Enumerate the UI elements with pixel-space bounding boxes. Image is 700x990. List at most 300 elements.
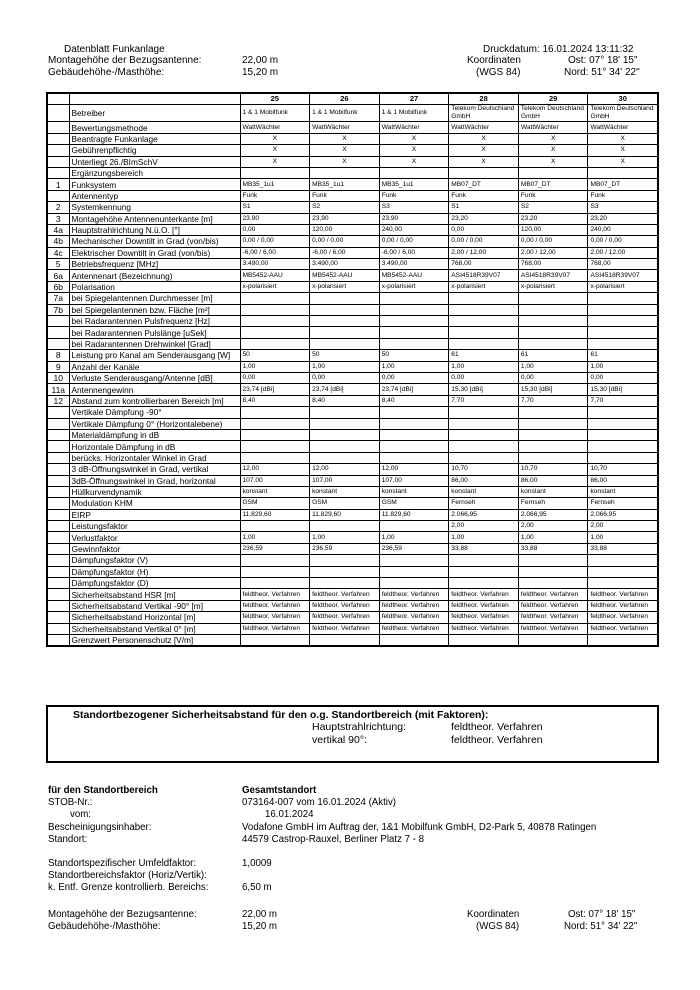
value-cell: MB07_DT	[588, 179, 658, 190]
value-cell: 1,00	[588, 361, 658, 372]
value-cell	[588, 407, 658, 418]
row-label: Materialdämpfung in dB	[69, 429, 240, 440]
value-cell: WattWächter	[518, 122, 588, 133]
row-label: Sicherheitsabstand HSR [m]	[69, 589, 240, 600]
row-label: Betreiber	[69, 105, 240, 122]
value-cell: 86,00	[518, 475, 588, 486]
row-label: Modulation KHM	[69, 498, 240, 509]
value-cell: Fernseh	[588, 498, 658, 509]
value-cell	[240, 304, 310, 315]
row-number	[47, 190, 69, 201]
value-cell	[518, 167, 588, 178]
table-row	[47, 532, 658, 543]
value-cell: 0,00	[518, 372, 588, 383]
value-cell: 23,74 [dBi]	[240, 384, 310, 395]
value-cell	[588, 304, 658, 315]
row-number: 10	[47, 372, 69, 383]
value-cell	[588, 555, 658, 566]
table-row	[47, 566, 658, 577]
table-row	[47, 395, 658, 406]
value-cell: feldtheor. Verfahren	[588, 589, 658, 600]
table-row	[47, 236, 658, 247]
value-cell	[240, 566, 310, 577]
value-cell: X	[588, 145, 658, 156]
row-number	[47, 327, 69, 338]
column-header: 30	[588, 93, 658, 105]
row-number	[47, 475, 69, 486]
row-label: Bewertungsmethode	[69, 122, 240, 133]
row-label: Antennenart (Bezeichnung)	[69, 270, 240, 281]
row-label: Hauptstrahlrichtung N.ü.O. [°]	[69, 224, 240, 235]
table-row	[47, 304, 658, 315]
vertical-value: feldtheor. Verfahren	[451, 734, 543, 746]
value-cell: ASI4518R39V07	[449, 270, 519, 281]
row-number	[47, 167, 69, 178]
row-number	[47, 429, 69, 440]
value-cell: X	[518, 133, 588, 144]
value-cell: Funk	[588, 190, 658, 201]
table-row	[47, 247, 658, 258]
value-cell: X	[240, 156, 310, 167]
value-cell: 0,00	[240, 372, 310, 383]
row-number	[47, 612, 69, 623]
value-cell: feldtheor. Verfahren	[310, 623, 380, 634]
value-cell: 1,00	[588, 532, 658, 543]
value-cell	[310, 338, 380, 349]
value-cell: 11.829,60	[379, 509, 449, 520]
row-label: Verlustfaktor	[69, 532, 240, 543]
table-row	[47, 190, 658, 201]
value-cell: 23,90	[310, 213, 380, 224]
value-cell: 1,00	[240, 532, 310, 543]
value-cell: 33,88	[588, 543, 658, 554]
value-cell: 1 & 1 Mobilfunk	[240, 105, 310, 122]
value-cell	[449, 293, 519, 304]
row-label: 3dB-Öffnungswinkel in Grad, horizontal	[69, 475, 240, 486]
footer-height-value: 15,20 m	[242, 921, 278, 932]
value-cell	[240, 338, 310, 349]
value-cell: X	[518, 145, 588, 156]
table-row	[47, 338, 658, 349]
row-label: Ergänzungsbereich	[69, 167, 240, 178]
column-header: 29	[518, 93, 588, 105]
range-factor-label: Standortbereichsfaktor (Horiz/Vertik):	[48, 870, 207, 881]
table-row	[47, 316, 658, 327]
row-number	[47, 418, 69, 429]
row-label: Mechanischer Downtilt in Grad (von/bis)	[69, 236, 240, 247]
value-cell: S1	[449, 202, 519, 213]
value-cell: 3.490,00	[240, 259, 310, 270]
column-header: 28	[449, 93, 519, 105]
value-cell: x-polarisiert	[310, 281, 380, 292]
value-cell: S3	[379, 202, 449, 213]
value-cell: S2	[310, 202, 380, 213]
row-number: 8	[47, 350, 69, 361]
value-cell: feldtheor. Verfahren	[240, 612, 310, 623]
row-label: bei Radarantennen Pulsfrequenz [Hz]	[69, 316, 240, 327]
row-number: 4a	[47, 224, 69, 235]
row-number	[47, 105, 69, 122]
value-cell: 1,00	[310, 532, 380, 543]
value-cell: Telekom Deutschland GmbH	[518, 105, 588, 122]
row-label: Funksystem	[69, 179, 240, 190]
value-cell: feldtheor. Verfahren	[310, 612, 380, 623]
value-cell: 10,70	[588, 464, 658, 475]
row-label: Elektrischer Downtilt in Grad (von/bis)	[69, 247, 240, 258]
safety-box-title: Standortbezogener Sicherheitsabstand für den o.g. Standortbereich (mit Faktoren):	[73, 709, 489, 721]
value-cell	[518, 418, 588, 429]
value-cell: 2,00	[449, 521, 519, 532]
value-cell: konstant	[379, 486, 449, 497]
footer-coord-east: Ost: 07° 18' 15"	[568, 909, 636, 920]
value-cell: 1,00	[449, 361, 519, 372]
row-number: 12	[47, 395, 69, 406]
dist-value: 6,50 m	[242, 882, 272, 893]
column-header: 26	[310, 93, 380, 105]
value-cell: WattWächter	[240, 122, 310, 133]
value-cell: feldtheor. Verfahren	[240, 589, 310, 600]
table-row	[47, 407, 658, 418]
safety-distance-box	[46, 705, 659, 763]
value-cell: 61	[518, 350, 588, 361]
value-cell	[379, 407, 449, 418]
row-label: bei Radarantennen Pulslänge [uSek]	[69, 327, 240, 338]
row-number	[47, 122, 69, 133]
value-cell: 61	[588, 350, 658, 361]
row-label: Leistungsfaktor	[69, 521, 240, 532]
value-cell: 2.066,95	[449, 509, 519, 520]
site-value: 44579 Castrop-Rauxel, Berliner Platz 7 - 8	[242, 834, 425, 845]
row-label: Systemkennung	[69, 202, 240, 213]
table-row	[47, 327, 658, 338]
value-cell: 236,59	[379, 543, 449, 554]
value-cell: 50	[379, 350, 449, 361]
value-cell: 1,00	[518, 361, 588, 372]
value-cell	[588, 578, 658, 589]
value-cell: GSM	[310, 498, 380, 509]
row-label: Montagehöhe Antennenunterkante [m]	[69, 213, 240, 224]
value-cell	[310, 566, 380, 577]
value-cell	[518, 566, 588, 577]
value-cell	[449, 578, 519, 589]
value-cell: 23,74 [dBi]	[379, 384, 449, 395]
value-cell	[310, 578, 380, 589]
value-cell	[449, 316, 519, 327]
row-number	[47, 407, 69, 418]
value-cell	[518, 407, 588, 418]
value-cell: 240,00	[588, 224, 658, 235]
table-row	[47, 350, 658, 361]
value-cell: 2,00 / 12,00	[588, 247, 658, 258]
value-cell: feldtheor. Verfahren	[310, 589, 380, 600]
row-number: 5	[47, 259, 69, 270]
value-cell	[240, 327, 310, 338]
value-cell	[518, 316, 588, 327]
row-label: EIRP	[69, 509, 240, 520]
value-cell: MB5452-AAU	[240, 270, 310, 281]
stob-label: STOB-Nr.:	[48, 797, 93, 808]
table-row	[47, 623, 658, 634]
table-row	[47, 145, 658, 156]
table-row	[47, 600, 658, 611]
vertical-label: vertikal 90°:	[312, 734, 367, 746]
value-cell: 1,00	[379, 361, 449, 372]
table-row	[47, 543, 658, 554]
value-cell: MB35_1u1	[379, 179, 449, 190]
value-cell: 8,40	[379, 395, 449, 406]
value-cell: 1,00	[379, 532, 449, 543]
value-cell	[449, 338, 519, 349]
value-cell: ASI4518R39V07	[588, 270, 658, 281]
row-number: 11a	[47, 384, 69, 395]
value-cell	[518, 578, 588, 589]
row-number	[47, 623, 69, 634]
row-number: 9	[47, 361, 69, 372]
value-cell: X	[449, 156, 519, 167]
value-cell: X	[310, 156, 380, 167]
value-cell: Funk	[449, 190, 519, 201]
row-label: 3 dB-Öffnungswinkel in Grad, vertikal	[69, 464, 240, 475]
value-cell: x-polarisiert	[449, 281, 519, 292]
value-cell: feldtheor. Verfahren	[379, 600, 449, 611]
table-row	[47, 167, 658, 178]
row-number	[47, 634, 69, 646]
value-cell: 240,00	[379, 224, 449, 235]
value-cell	[518, 293, 588, 304]
value-cell	[588, 293, 658, 304]
row-number: 3	[47, 213, 69, 224]
row-number	[47, 145, 69, 156]
row-label: Grenzwert Personenschutz [V/m]	[69, 634, 240, 646]
value-cell: feldtheor. Verfahren	[449, 589, 519, 600]
value-cell	[310, 429, 380, 440]
row-label: Vertikale Dämpfung 0° (Horizontalebene)	[69, 418, 240, 429]
value-cell: x-polarisiert	[588, 281, 658, 292]
table-row	[47, 464, 658, 475]
row-number: 7a	[47, 293, 69, 304]
table-row	[47, 133, 658, 144]
value-cell: 7,70	[449, 395, 519, 406]
value-cell	[379, 418, 449, 429]
row-number	[47, 600, 69, 611]
value-cell: 23,20	[518, 213, 588, 224]
table-row	[47, 105, 658, 122]
value-cell: 0,00 / 0,00	[379, 236, 449, 247]
value-cell: Fernseh	[518, 498, 588, 509]
value-cell: GSM	[240, 498, 310, 509]
value-cell: S1	[240, 202, 310, 213]
value-cell: -6,00 / 6,00	[310, 247, 380, 258]
value-cell: 2,00	[518, 521, 588, 532]
value-cell: feldtheor. Verfahren	[310, 600, 380, 611]
env-factor-value: 1,0009	[242, 858, 272, 869]
footer-height-label: Gebäudehöhe-/Masthöhe:	[48, 921, 161, 932]
row-label: Sicherheitsabstand Horizontal [m]	[69, 612, 240, 623]
table-row	[47, 384, 658, 395]
row-label: Gewinnfaktor	[69, 543, 240, 554]
value-cell	[588, 634, 658, 646]
value-cell: 2,00	[588, 521, 658, 532]
value-cell: feldtheor. Verfahren	[379, 612, 449, 623]
site-label: Standort:	[48, 834, 88, 845]
value-cell: 15,30 [dBi]	[518, 384, 588, 395]
coord-north: Nord: 51° 34' 22"	[564, 67, 640, 78]
table-row	[47, 634, 658, 646]
row-label: Betriebsfrequenz [MHz]	[69, 259, 240, 270]
value-cell	[588, 167, 658, 178]
row-number	[47, 589, 69, 600]
value-cell	[240, 555, 310, 566]
value-cell	[310, 304, 380, 315]
value-cell: 50	[310, 350, 380, 361]
value-cell: 8,40	[310, 395, 380, 406]
value-cell: -6,00 / 6,00	[379, 247, 449, 258]
site-section-heading: für den Standortbereich	[48, 785, 158, 796]
value-cell	[379, 167, 449, 178]
value-cell: Funk	[379, 190, 449, 201]
value-cell: 1,00	[240, 361, 310, 372]
value-cell: 7,70	[588, 395, 658, 406]
table-row	[47, 509, 658, 520]
value-cell: 1,00	[310, 361, 380, 372]
table-row	[47, 361, 658, 372]
table-row	[47, 612, 658, 623]
value-cell: X	[588, 133, 658, 144]
value-cell	[449, 304, 519, 315]
row-label: Vertikale Dämpfung -90°	[69, 407, 240, 418]
value-cell	[310, 441, 380, 452]
value-cell: 11.829,60	[240, 509, 310, 520]
building-height-value: 15,20 m	[242, 67, 279, 78]
row-number	[47, 486, 69, 497]
value-cell: 0,00 / 0,00	[240, 236, 310, 247]
value-cell	[379, 566, 449, 577]
value-cell	[518, 452, 588, 463]
value-cell	[588, 327, 658, 338]
value-cell: Funk	[518, 190, 588, 201]
row-number	[47, 338, 69, 349]
main-direction-label: Hauptstrahlrichtung:	[312, 721, 406, 733]
row-label: Polarisation	[69, 281, 240, 292]
coord-east: Ost: 07° 18' 15"	[568, 55, 638, 66]
row-number	[47, 509, 69, 520]
row-label: Beantragte Funkanlage	[69, 133, 240, 144]
value-cell	[240, 418, 310, 429]
value-cell: feldtheor. Verfahren	[449, 612, 519, 623]
value-cell: 2,00 / 12,00	[518, 247, 588, 258]
value-cell	[588, 418, 658, 429]
value-cell: 2.066,95	[588, 509, 658, 520]
value-cell	[449, 441, 519, 452]
value-cell	[240, 407, 310, 418]
row-label: Hüllkurvendynamik	[69, 486, 240, 497]
value-cell: X	[240, 145, 310, 156]
dist-label: k. Entf. Grenze kontrollierb. Bereichs:	[48, 882, 209, 893]
value-cell: X	[379, 133, 449, 144]
value-cell: S3	[588, 202, 658, 213]
env-factor-label: Standortspezifischer Umfeldfaktor:	[48, 858, 197, 869]
value-cell: 7,70	[518, 395, 588, 406]
value-cell	[518, 429, 588, 440]
row-label: Sicherheitsabstand Vertikal 0° [m]	[69, 623, 240, 634]
value-cell	[379, 429, 449, 440]
table-row	[47, 293, 658, 304]
value-cell: 0,00	[449, 372, 519, 383]
value-cell	[310, 293, 380, 304]
row-label: Anzahl der Kanäle	[69, 361, 240, 372]
table-row	[47, 555, 658, 566]
row-number: 6a	[47, 270, 69, 281]
row-label: Unterliegt 26./BImSchV	[69, 156, 240, 167]
value-cell: 3.490,00	[310, 259, 380, 270]
value-cell: konstant	[588, 486, 658, 497]
value-cell	[518, 304, 588, 315]
footer-coord-north: Nord: 51° 34' 22"	[564, 921, 638, 932]
value-cell: 0,00 / 0,00	[588, 236, 658, 247]
table-row	[47, 156, 658, 167]
value-cell: MB07_DT	[449, 179, 519, 190]
row-label: bei Radarantennen Drehwinkel [Grad]	[69, 338, 240, 349]
value-cell: feldtheor. Verfahren	[588, 612, 658, 623]
row-label: Antennengewinn	[69, 384, 240, 395]
row-number	[47, 566, 69, 577]
value-cell: WattWächter	[449, 122, 519, 133]
value-cell: 8,40	[240, 395, 310, 406]
value-cell: konstant	[310, 486, 380, 497]
row-number	[47, 156, 69, 167]
column-header: 27	[379, 93, 449, 105]
value-cell: 0,00	[449, 224, 519, 235]
footer-coord-label: Koordinaten	[467, 909, 520, 920]
footer-coord-system: (WGS 84)	[476, 921, 520, 932]
value-cell: feldtheor. Verfahren	[449, 623, 519, 634]
value-cell: 61	[449, 350, 519, 361]
overall-site-heading: Gesamtstandort	[242, 785, 317, 796]
value-cell: 107,00	[379, 475, 449, 486]
value-cell: feldtheor. Verfahren	[449, 600, 519, 611]
row-number: 6b	[47, 281, 69, 292]
value-cell	[310, 418, 380, 429]
mount-height-value: 22,00 m	[242, 55, 279, 66]
value-cell: x-polarisiert	[379, 281, 449, 292]
value-cell: X	[379, 156, 449, 167]
mount-height-label: Montagehöhe der Bezugsantenne:	[48, 55, 202, 66]
value-cell	[240, 429, 310, 440]
table-row	[47, 281, 658, 292]
value-cell: X	[310, 133, 380, 144]
value-cell	[310, 316, 380, 327]
value-cell: S2	[518, 202, 588, 213]
value-cell	[588, 429, 658, 440]
row-label: bei Spiegelantennen Durchmesser [m]	[69, 293, 240, 304]
table-row	[47, 486, 658, 497]
table-row	[47, 578, 658, 589]
value-cell: feldtheor. Verfahren	[518, 623, 588, 634]
value-cell: 768,00	[518, 259, 588, 270]
value-cell	[449, 566, 519, 577]
value-cell: MB35_1u1	[310, 179, 380, 190]
coord-label: Koordinaten	[467, 55, 521, 66]
value-cell: feldtheor. Verfahren	[518, 589, 588, 600]
value-cell: Telekom Deutschland GmbH	[588, 105, 658, 122]
table-row	[47, 372, 658, 383]
value-cell: 120,00	[310, 224, 380, 235]
value-cell: ASI4518R39V07	[518, 270, 588, 281]
row-number	[47, 555, 69, 566]
value-cell	[310, 452, 380, 463]
value-cell: X	[449, 145, 519, 156]
row-label: Sicherheitsabstand Vertikal -90° [m]	[69, 600, 240, 611]
